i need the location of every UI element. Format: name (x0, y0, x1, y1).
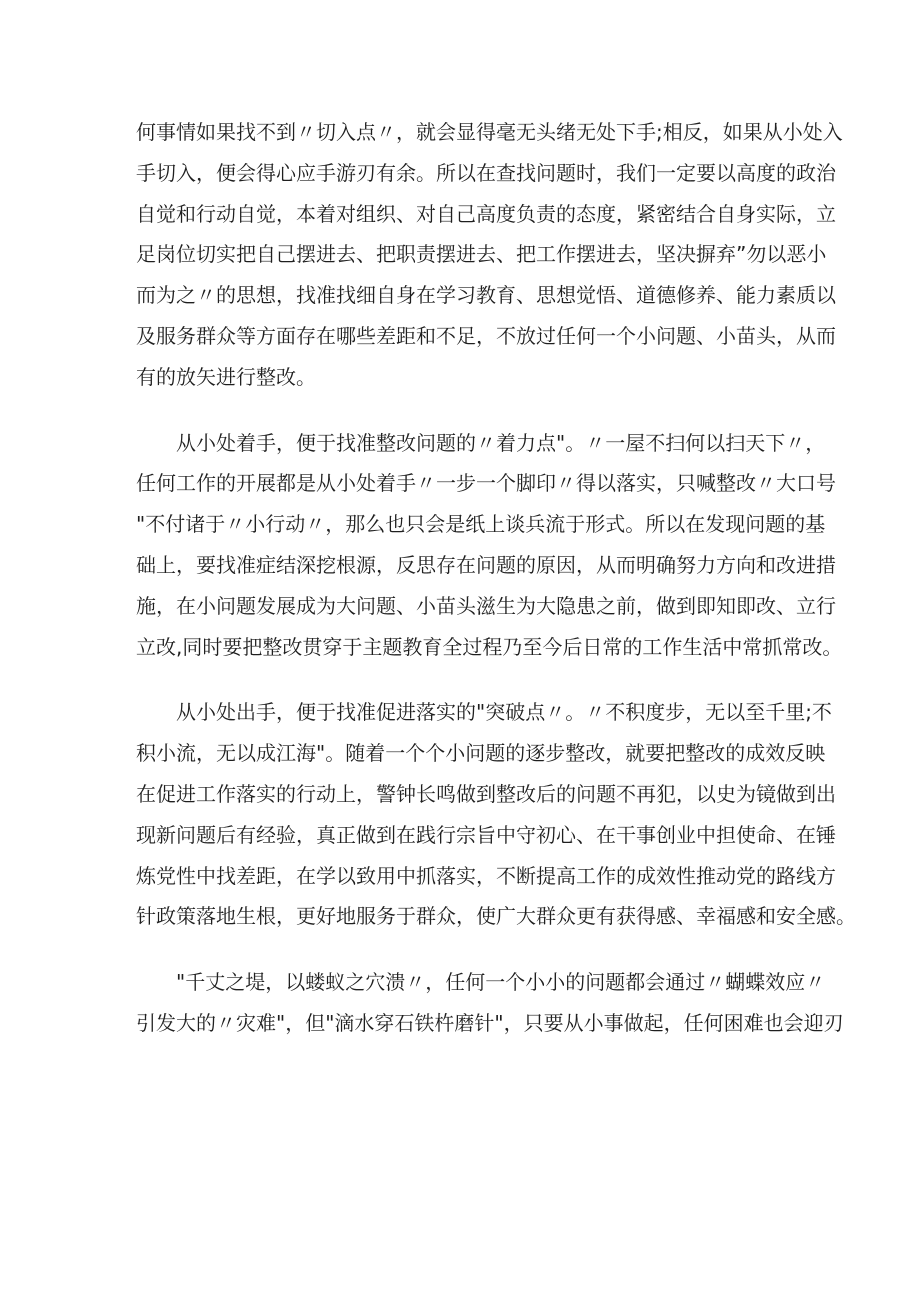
text-line: 立改,同时要把整改贯穿于主题教育全过程乃至今后日常的工作生活中常抓常改。 (136, 634, 843, 659)
text-line: 针政策落地生根，更好地服务于群众，使广大群众更有获得感、幸福感和安全感。 (136, 904, 856, 929)
text-line: 现新问题后有经验，真正做到在践行宗旨中守初心、在干事创业中担使命、在锤 (136, 822, 836, 847)
paragraph-spacer (136, 937, 786, 962)
text-line: 及服务群众等方面存在哪些差距和不足，不放过任何一个小问题、小苗头，从而 (136, 323, 836, 348)
paragraph-spacer (136, 398, 786, 423)
document-body (136, 112, 856, 1044)
text-line: 从小处出手，便于找准促进落实的"突破点〃。〃不积度步，无以至千里;不 (136, 700, 832, 725)
text-line: 有的放矢进行整改。 (136, 364, 316, 389)
paragraph-2 (136, 423, 843, 668)
text-line: 任何工作的开展都是从小处着手〃一步一个脚印〃得以落实，只喊整改〃大口号 (136, 471, 836, 496)
text-line: 施，在小问题发展成为大问题、小苗头滋生为大隐患之前，做到即知即改、立行 (136, 593, 836, 618)
paragraph-1 (136, 112, 843, 398)
text-line: 础上，要找准症结深挖根源，反思存在问题的原因，从而明确努力方向和改进措 (136, 552, 836, 577)
text-line: 自觉和行动自觉，本着对组织、对自己高度负责的态度，紧密结合自身实际，立 (136, 201, 836, 226)
text-line: 积小流，无以成江海"。随着一个个小问题的逐步整改，就要把整改的成效反映 (136, 741, 826, 766)
text-line: 在促进工作落实的行动上，警钟长鸣做到整改后的问题不再犯，以史为镜做到出 (136, 781, 836, 806)
text-line: "不付诸于〃小行动〃，那么也只会是纸上谈兵流于形式。所以在发现问题的基 (136, 512, 826, 537)
text-line: 足岗位切实把自己摆进去、把职责摆进去、把工作摆进去，坚决摒弃”勿以恶小 (136, 242, 827, 267)
text-line: 引发大的〃灾难"，但"滴水穿石铁杵磨针"，只要从小事做起，任何困难也会迎刃 (136, 1010, 844, 1035)
text-line: "千丈之堤，以蝼蚁之穴溃〃，任何一个小小的问题都会通过〃蝴蝶效应〃 (136, 970, 826, 995)
text-line: 手切入，便会得心应手游刃有余。所以在查找问题时，我们一定要以高度的政治 (136, 160, 836, 185)
paragraph-spacer (136, 667, 786, 692)
paragraph-3 (136, 692, 856, 937)
paragraph-4 (136, 962, 844, 1044)
text-line: 从小处着手，便于找准整改问题的〃着力点"。〃一屋不扫何以扫天下〃， (136, 430, 826, 455)
text-line: 何事情如果找不到〃切入点〃，就会显得毫无头绪无处下手;相反，如果从小处入 (136, 120, 843, 144)
text-line: 而为之〃的思想，找准找细自身在学习教育、思想觉悟、道德修养、能力素质以 (136, 283, 836, 308)
text-line: 炼党性中找差距，在学以致用中抓落实，不断提高工作的成效性推动党的路线方 (136, 863, 836, 888)
